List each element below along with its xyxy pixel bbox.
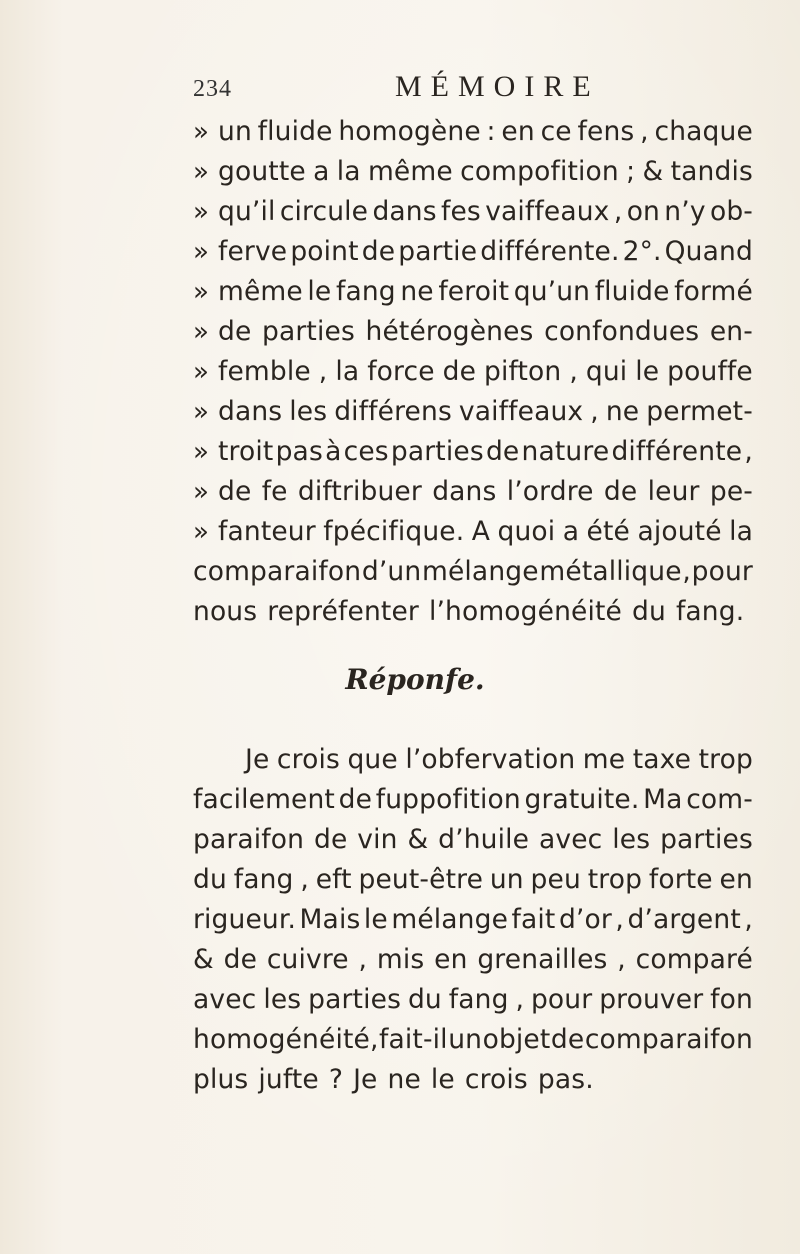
word: troit bbox=[218, 436, 274, 467]
word: point bbox=[290, 236, 359, 267]
word: de bbox=[218, 476, 252, 507]
quote-mark: » bbox=[193, 517, 209, 547]
word: repréfenter bbox=[267, 596, 419, 627]
word: pe- bbox=[709, 476, 753, 507]
word: 2°. bbox=[622, 236, 662, 267]
word: d’un bbox=[361, 556, 422, 587]
text-line bbox=[193, 900, 753, 940]
word: peu bbox=[530, 864, 581, 895]
word: le bbox=[430, 1064, 455, 1095]
word: permet- bbox=[646, 396, 753, 427]
word: goutte bbox=[218, 156, 306, 187]
quote-mark: » bbox=[193, 277, 209, 307]
word: l’obfervation bbox=[405, 744, 576, 775]
word: homogène bbox=[338, 116, 481, 147]
word: fang bbox=[448, 984, 509, 1015]
word: fuppofition bbox=[375, 784, 521, 815]
text-line bbox=[193, 980, 753, 1020]
page-number: 234 bbox=[193, 76, 232, 102]
word: de bbox=[361, 236, 396, 267]
quote-mark: » bbox=[193, 117, 209, 147]
text-line bbox=[218, 472, 753, 512]
word: de bbox=[313, 824, 348, 855]
word: eft bbox=[315, 864, 352, 895]
word: vaiffeaux bbox=[485, 196, 610, 227]
text-line bbox=[193, 592, 753, 632]
word: , bbox=[744, 904, 753, 935]
word: la bbox=[335, 356, 360, 387]
word: , bbox=[358, 944, 368, 975]
word: en bbox=[501, 116, 535, 147]
word: de bbox=[603, 476, 638, 507]
quote-mark: » bbox=[193, 157, 209, 187]
word: le bbox=[363, 904, 388, 935]
word: qu’il bbox=[218, 196, 276, 227]
word: , bbox=[744, 436, 753, 467]
text-line bbox=[193, 1060, 753, 1100]
word: ne bbox=[387, 1064, 421, 1095]
word: : bbox=[486, 116, 496, 147]
word: compofition bbox=[460, 156, 619, 187]
word: pifton bbox=[484, 356, 562, 387]
word: feroit bbox=[438, 276, 510, 307]
quote-mark: » bbox=[193, 357, 209, 387]
word: mélange bbox=[422, 556, 539, 587]
word: de bbox=[550, 1024, 585, 1055]
word: le bbox=[635, 356, 660, 387]
word: ob- bbox=[709, 196, 753, 227]
word: , bbox=[640, 116, 649, 147]
word: fang. bbox=[675, 596, 745, 627]
word: les bbox=[612, 824, 651, 855]
word: prouver bbox=[599, 984, 704, 1015]
word: ? bbox=[328, 1064, 344, 1095]
word: l’homogénéité bbox=[428, 596, 623, 627]
word: mis bbox=[376, 944, 425, 975]
word: la bbox=[336, 156, 361, 187]
word: qu’un bbox=[513, 276, 591, 307]
word: fe bbox=[261, 476, 288, 507]
word: dans bbox=[372, 196, 437, 227]
text-line bbox=[218, 152, 753, 192]
word: de bbox=[338, 784, 373, 815]
word: un bbox=[489, 864, 524, 895]
word: différente bbox=[611, 436, 743, 467]
word: crois bbox=[276, 744, 340, 775]
word: dans bbox=[432, 476, 497, 507]
word: ne bbox=[605, 396, 640, 427]
text-line bbox=[193, 940, 753, 980]
word: Mais bbox=[299, 904, 361, 935]
word: n’y bbox=[664, 196, 706, 227]
quote-mark: » bbox=[193, 197, 209, 227]
word: gratuite. bbox=[524, 784, 640, 815]
word: confondues bbox=[544, 316, 700, 347]
word: Je bbox=[245, 744, 270, 775]
word: ne bbox=[400, 276, 434, 307]
word: à bbox=[325, 436, 342, 467]
word: ce bbox=[540, 116, 572, 147]
word: , bbox=[613, 196, 623, 227]
word: comparé bbox=[635, 944, 753, 975]
word: ferve bbox=[218, 236, 288, 267]
word: , bbox=[590, 396, 599, 427]
word: fait bbox=[511, 904, 556, 935]
word: fluide bbox=[594, 276, 670, 307]
word: fang bbox=[335, 276, 396, 307]
word: a bbox=[313, 156, 330, 187]
word: paraifon bbox=[193, 824, 305, 855]
word: fes bbox=[441, 196, 481, 227]
word: pas bbox=[275, 436, 323, 467]
word: A bbox=[471, 516, 491, 547]
word: peut-être bbox=[358, 864, 484, 895]
word: force bbox=[367, 356, 435, 387]
word: en- bbox=[709, 316, 753, 347]
word: de bbox=[218, 316, 252, 347]
text-line bbox=[218, 512, 753, 552]
text-line bbox=[245, 740, 753, 780]
word: leur bbox=[647, 476, 700, 507]
word: Je bbox=[353, 1064, 378, 1095]
word: chaque bbox=[654, 116, 753, 147]
word: on bbox=[626, 196, 660, 227]
word: rigueur. bbox=[193, 904, 297, 935]
word: facilement bbox=[193, 784, 335, 815]
word: cuivre bbox=[266, 944, 349, 975]
word: a bbox=[562, 516, 580, 547]
text-line bbox=[218, 112, 753, 152]
word: du bbox=[632, 596, 666, 627]
word: métallique bbox=[539, 556, 682, 587]
text-line bbox=[193, 552, 753, 592]
word: & bbox=[642, 156, 664, 187]
word: pour bbox=[530, 984, 593, 1015]
word: trop bbox=[698, 744, 753, 775]
word: les bbox=[289, 396, 328, 427]
word: fluide bbox=[257, 116, 333, 147]
word: hétérogènes bbox=[365, 316, 534, 347]
word: formé bbox=[674, 276, 753, 307]
quote-mark: » bbox=[193, 397, 209, 427]
word: jufte bbox=[258, 1064, 319, 1095]
word: même bbox=[367, 156, 453, 187]
text-line bbox=[218, 392, 753, 432]
word: différens bbox=[334, 396, 452, 427]
word: du bbox=[193, 864, 227, 895]
word: différente. bbox=[480, 236, 620, 267]
word: en bbox=[719, 864, 753, 895]
word: un bbox=[448, 1024, 483, 1055]
word: l’ordre bbox=[506, 476, 594, 507]
word: taxe bbox=[632, 744, 692, 775]
text-line bbox=[193, 860, 753, 900]
word: été bbox=[586, 516, 630, 547]
word: circule bbox=[279, 196, 369, 227]
word: ces bbox=[343, 436, 389, 467]
word: pour bbox=[691, 556, 753, 587]
word: fait-il bbox=[379, 1024, 448, 1055]
word: femble bbox=[218, 356, 311, 387]
word: me bbox=[582, 744, 626, 775]
word: ; bbox=[626, 156, 636, 187]
word: com- bbox=[686, 784, 753, 815]
word: fanteur bbox=[218, 516, 316, 547]
word: & bbox=[407, 824, 429, 855]
word: partie bbox=[398, 236, 478, 267]
word: , bbox=[569, 356, 578, 387]
word: fpécifique. bbox=[323, 516, 465, 547]
word: de bbox=[442, 356, 477, 387]
word: , bbox=[615, 904, 624, 935]
word: quoi bbox=[497, 516, 556, 547]
word: objet bbox=[482, 1024, 551, 1055]
word: de bbox=[223, 944, 258, 975]
word: comparaifon bbox=[584, 1024, 753, 1055]
word: comparaifon bbox=[193, 556, 362, 587]
word: , bbox=[682, 556, 691, 587]
text-line bbox=[218, 312, 753, 352]
word: , bbox=[300, 864, 309, 895]
word: les bbox=[263, 984, 302, 1015]
word: un bbox=[218, 116, 252, 147]
text-line bbox=[193, 780, 753, 820]
word: trop bbox=[587, 864, 643, 895]
word: même bbox=[218, 276, 303, 307]
quote-mark: » bbox=[193, 437, 209, 467]
word: d’or bbox=[558, 904, 612, 935]
word: parties bbox=[390, 436, 484, 467]
word: mélange bbox=[391, 904, 509, 935]
text-line bbox=[218, 432, 753, 472]
text-line bbox=[193, 1020, 753, 1060]
word: avec bbox=[193, 984, 257, 1015]
word: nous bbox=[193, 596, 258, 627]
word: homogénéité, bbox=[193, 1024, 379, 1055]
word: le bbox=[307, 276, 332, 307]
word: vin bbox=[357, 824, 398, 855]
word: parties bbox=[660, 824, 753, 855]
running-title: MÉMOIRE bbox=[395, 70, 600, 103]
word: de bbox=[485, 436, 520, 467]
page-header bbox=[193, 70, 713, 104]
word: forte bbox=[648, 864, 713, 895]
word: d’huile bbox=[438, 824, 530, 855]
word: ajouté bbox=[637, 516, 722, 547]
word: pas. bbox=[537, 1064, 594, 1095]
word: fon bbox=[710, 984, 753, 1015]
word: Quand bbox=[664, 236, 753, 267]
word: diftribuer bbox=[297, 476, 422, 507]
word: qui bbox=[585, 356, 628, 387]
word: grenailles bbox=[477, 944, 608, 975]
word: , bbox=[617, 944, 626, 975]
section-heading: Réponfe. bbox=[345, 663, 485, 696]
word: fens bbox=[577, 116, 635, 147]
text-line bbox=[218, 352, 753, 392]
text-line bbox=[218, 232, 753, 272]
word: la bbox=[729, 516, 753, 547]
word: avec bbox=[538, 824, 603, 855]
quote-mark: » bbox=[193, 317, 209, 347]
word: fang bbox=[233, 864, 294, 895]
text-line bbox=[218, 192, 753, 232]
word: parties bbox=[262, 316, 355, 347]
word: crois bbox=[464, 1064, 528, 1095]
word: en bbox=[434, 944, 468, 975]
word: que bbox=[347, 744, 398, 775]
word: dans bbox=[218, 396, 283, 427]
word: plus bbox=[193, 1064, 249, 1095]
text-line bbox=[193, 820, 753, 860]
word: nature bbox=[521, 436, 610, 467]
word: tandis bbox=[670, 156, 753, 187]
word: d’argent bbox=[627, 904, 741, 935]
word: Ma bbox=[643, 784, 683, 815]
text-line bbox=[218, 272, 753, 312]
word: vaiffeaux bbox=[458, 396, 584, 427]
quote-mark: » bbox=[193, 237, 209, 267]
word: , bbox=[318, 356, 328, 387]
word: du bbox=[407, 984, 442, 1015]
quote-mark: » bbox=[193, 477, 209, 507]
word: , bbox=[515, 984, 525, 1015]
word: & bbox=[193, 944, 214, 975]
word: pouffe bbox=[667, 356, 753, 387]
word: parties bbox=[308, 984, 402, 1015]
